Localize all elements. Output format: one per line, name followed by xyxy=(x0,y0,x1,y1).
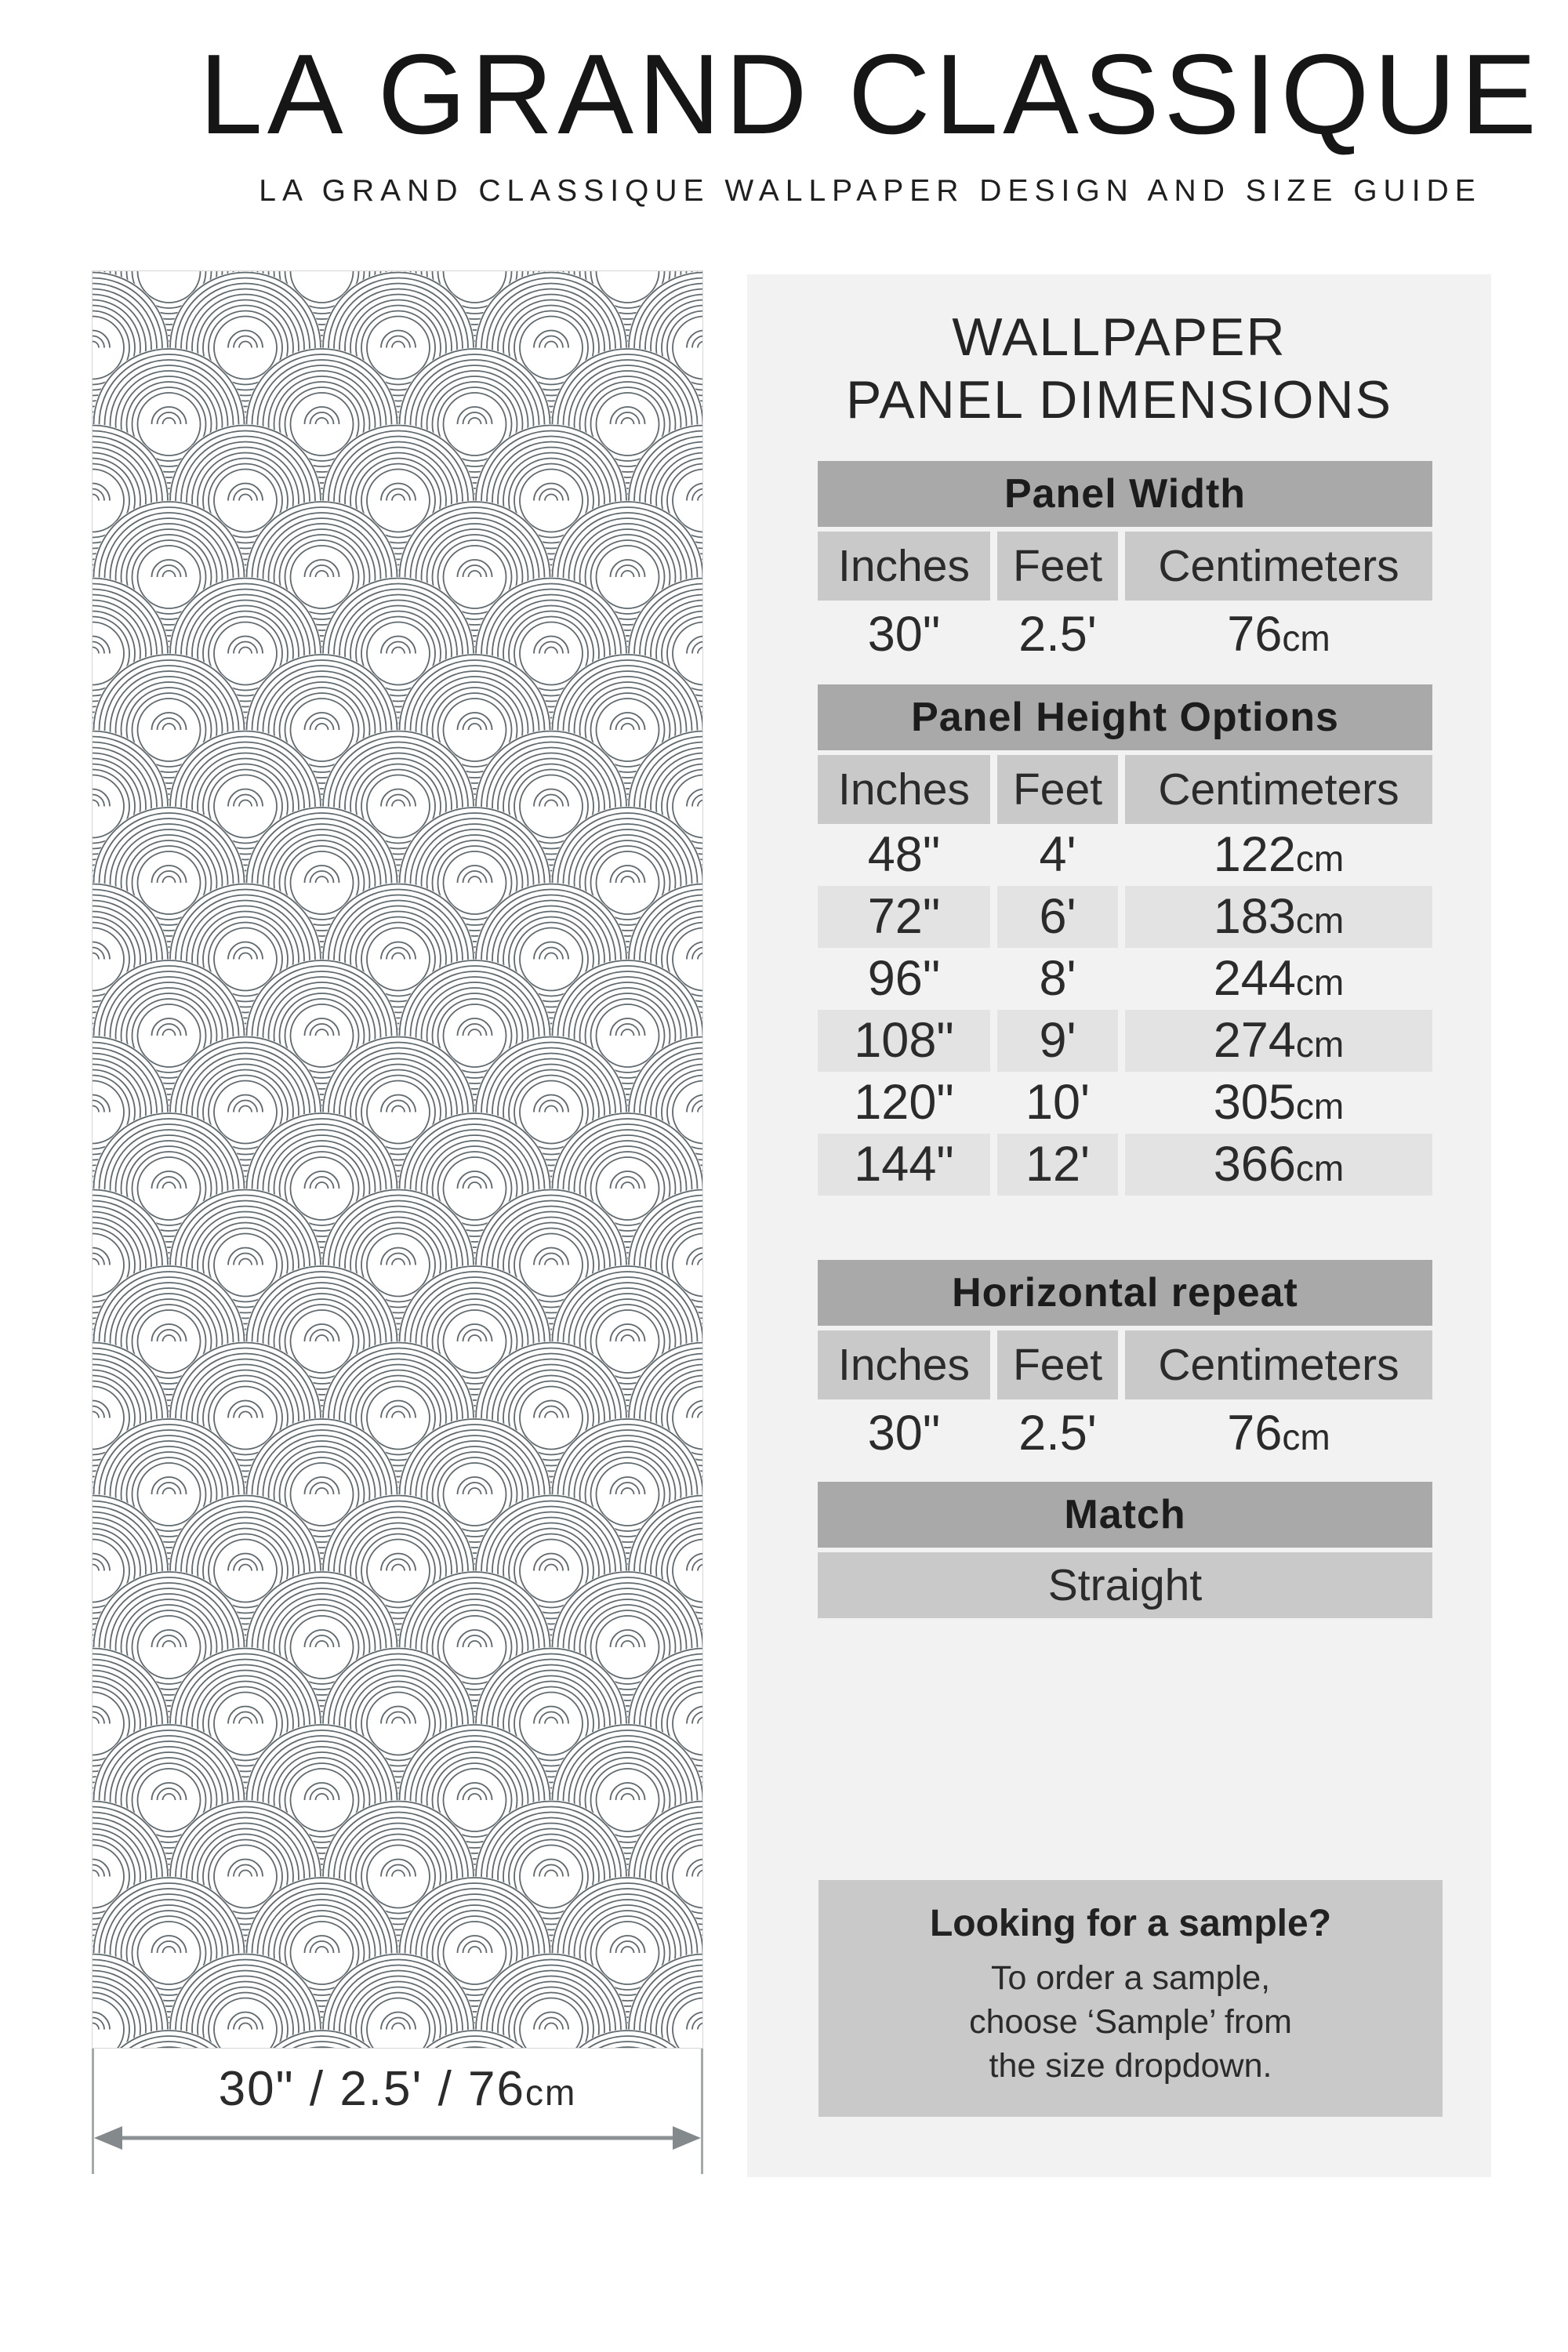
panel-width-unit: cm xyxy=(525,2072,577,2113)
value-cell: 305cm xyxy=(1213,1075,1345,1130)
column-header: Feet xyxy=(997,1330,1118,1399)
guide-subtitle: LA GRAND CLASSIQUE WALLPAPER DESIGN AND SIZE GUIDE xyxy=(259,174,1482,209)
sample-line: To order a sample, xyxy=(990,1959,1271,1997)
table-title-bar: Horizontal repeat xyxy=(818,1260,1432,1326)
column-header: Feet xyxy=(997,755,1118,824)
panel-title-line1: WALLPAPER xyxy=(952,307,1287,367)
value-cell: 12' xyxy=(997,1134,1118,1196)
value-cell: 10' xyxy=(1025,1075,1091,1130)
value-cell: 108" xyxy=(818,1010,990,1072)
table-row xyxy=(818,601,1432,668)
wallpaper-pattern-preview xyxy=(92,270,703,2049)
sample-title: Looking for a sample? xyxy=(929,1903,1332,1944)
value-cell: 76cm xyxy=(1227,607,1330,662)
column-header: Centimeters xyxy=(1125,532,1432,601)
value-cell: 76cm xyxy=(1227,1406,1330,1461)
match-value-row: Straight xyxy=(818,1552,1432,1618)
value-cell: 6' xyxy=(997,886,1118,948)
header xyxy=(172,31,1568,209)
value-cell: 274cm xyxy=(1125,1010,1432,1072)
panel-width-annotation xyxy=(92,2049,703,2174)
column-header-row xyxy=(818,532,1432,601)
value-cell: 96" xyxy=(867,951,941,1006)
value-cell: 4' xyxy=(1039,827,1076,882)
value-cell: 122cm xyxy=(1213,827,1345,882)
value-cell: 120" xyxy=(854,1075,954,1130)
value-cell: 244cm xyxy=(1213,951,1345,1006)
horizontal-repeat-table xyxy=(818,1260,1432,1467)
table-row xyxy=(818,886,1432,948)
table-title-bar: Panel Width xyxy=(818,461,1432,527)
table-title-bar: Panel Height Options xyxy=(818,684,1432,750)
table-row xyxy=(818,1134,1432,1196)
panel-height-table xyxy=(818,684,1432,1196)
table-row xyxy=(818,1010,1432,1072)
value-cell: 30" xyxy=(867,1406,941,1461)
value-cell: 8' xyxy=(1039,951,1076,1006)
match-table xyxy=(818,1482,1432,1618)
scallop-pattern-svg xyxy=(93,271,702,2048)
brand-title: LA GRAND CLASSIQUE xyxy=(199,31,1541,158)
panel-width-table xyxy=(818,461,1432,668)
value-cell: 366cm xyxy=(1125,1134,1432,1196)
value-cell: 48" xyxy=(867,827,941,882)
value-cell: 2.5' xyxy=(1018,1406,1097,1461)
value-cell: 72" xyxy=(818,886,990,948)
value-cell: 30" xyxy=(867,607,941,662)
double-arrow-icon xyxy=(94,2121,701,2155)
column-header: Inches xyxy=(818,1330,990,1399)
column-header: Centimeters xyxy=(1125,1330,1432,1399)
column-header: Inches xyxy=(818,532,990,601)
table-title-bar: Match xyxy=(818,1482,1432,1548)
value-cell: 183cm xyxy=(1125,886,1432,948)
panel-title xyxy=(747,306,1491,431)
column-header-row xyxy=(818,755,1432,824)
sample-line: choose ‘Sample’ from xyxy=(969,2003,1292,2041)
dimensions-panel xyxy=(747,274,1491,2177)
table-row xyxy=(818,824,1432,886)
panel-width-value: 30" / 2.5' / 76 xyxy=(218,2062,525,2116)
column-header: Inches xyxy=(818,755,990,824)
value-cell: 2.5' xyxy=(1018,607,1097,662)
table-row xyxy=(818,1072,1432,1134)
panel-title-line2: PANEL DIMENSIONS xyxy=(845,370,1393,430)
column-header: Centimeters xyxy=(1125,755,1432,824)
column-header: Feet xyxy=(997,532,1118,601)
column-header-row xyxy=(818,1330,1432,1399)
panel-width-label xyxy=(94,2061,701,2117)
table-row xyxy=(818,948,1432,1010)
sample-info-box xyxy=(818,1880,1443,2117)
value-cell: 9' xyxy=(997,1010,1118,1072)
value-cell: 144" xyxy=(818,1134,990,1196)
table-row xyxy=(818,1399,1432,1467)
sample-line: the size dropdown. xyxy=(989,2047,1272,2085)
